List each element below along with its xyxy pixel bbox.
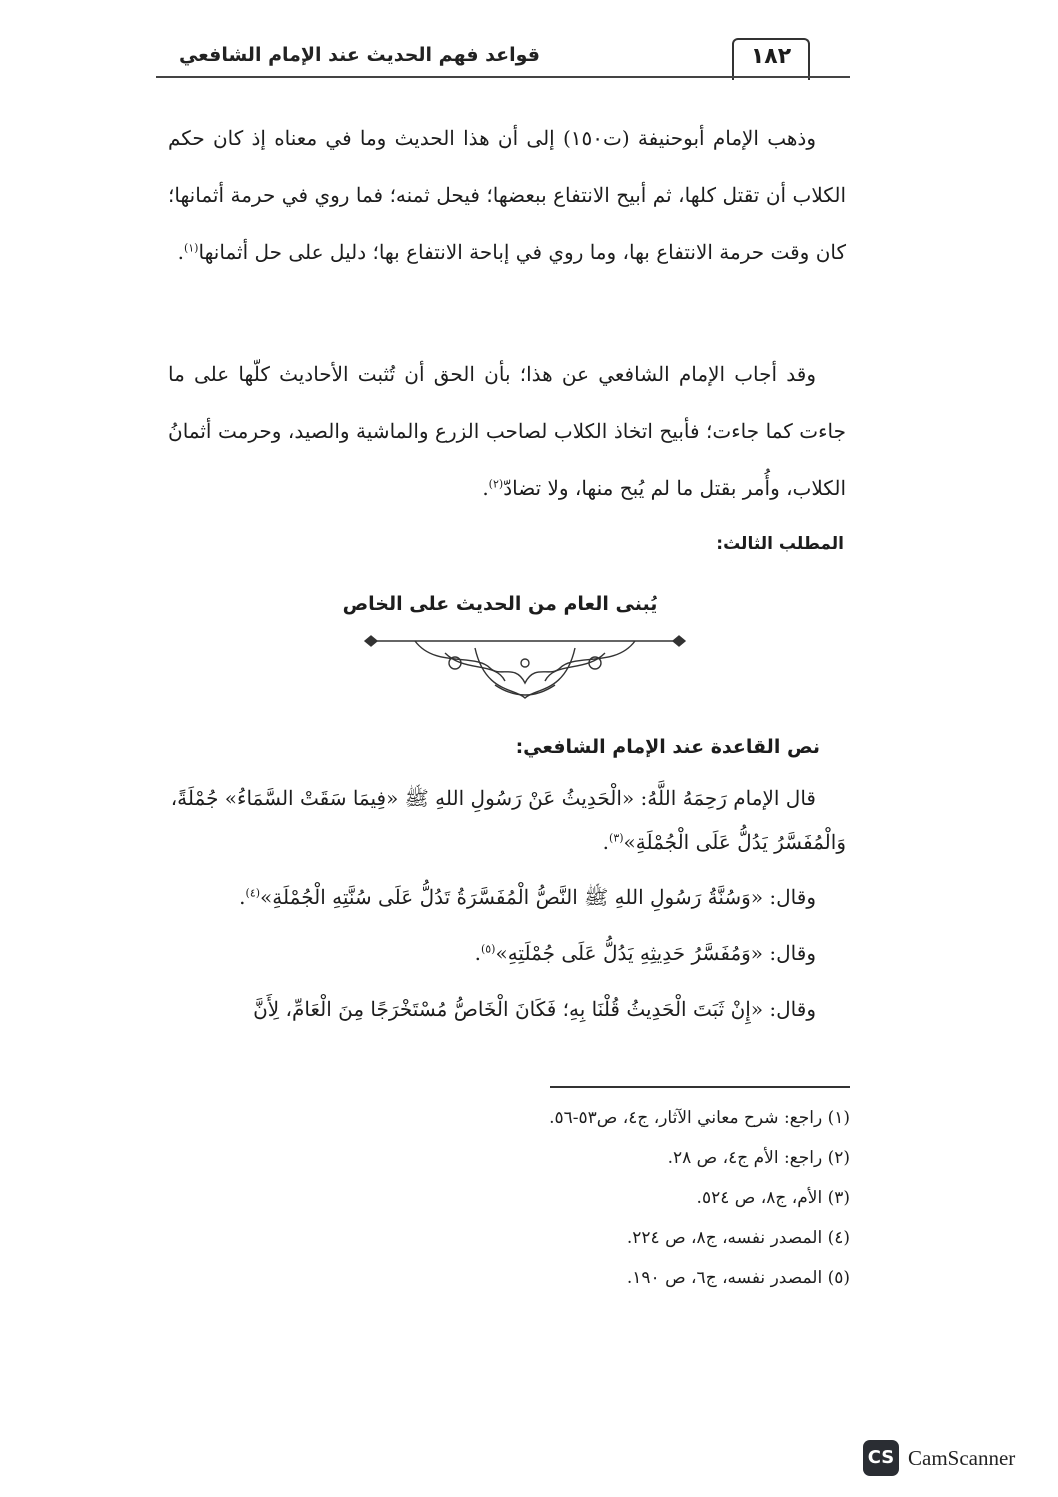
ornament-divider-icon: [355, 623, 695, 703]
footnote-ref: (١): [183, 241, 199, 255]
header-rule: [156, 76, 850, 78]
footnote-ref: (٤): [245, 886, 261, 900]
quote-tail: .: [239, 885, 246, 909]
footnote-ref: (٣): [609, 831, 624, 845]
paragraph-2: [168, 346, 846, 517]
quote-text: وقال: «إِنْ ثَبَتَ الْحَدِيثُ قُلْنَا بِهِ؛ فَكَانَ الْخَاصُّ مُسْتَخْرَجًا مِنَ الْعَامِّ، لِأَنَّ: [253, 997, 816, 1021]
footnote-rule: [550, 1086, 850, 1088]
quote-tail: .: [602, 830, 610, 854]
footnote-3: (٣) الأم، ج٨، ص ٥٢٤.: [696, 1188, 850, 1208]
quote-text: وقال: «وَسُنَّةُ رَسُولِ اللهِ ﷺ النَّصُّ الْمُفَسَّرَةُ تَدُلُّ عَلَى سُنَّتِهِ الْجُمْلَةِ»: [260, 885, 816, 909]
footnote-4: (٤) المصدر نفسه، ج٨، ص ٢٢٤.: [626, 1228, 850, 1248]
footnote-ref: (٥): [480, 942, 496, 956]
running-header: [150, 28, 850, 88]
paragraph-1: [168, 110, 846, 281]
quote-tail: .: [474, 941, 481, 965]
footnotes: [350, 1098, 850, 1298]
page-number: ١٨٢: [750, 44, 792, 69]
section-title: يُبنى العام من الحديث على الخاص: [342, 593, 658, 615]
rule-heading: نص القاعدة عند الإمام الشافعي:: [515, 736, 820, 758]
paragraph-text: وذهب الإمام أبوحنيفة (ت١٥٠) إلى أن هذا الحديث وما في معناه إذ كان حكم الكلاب أن تقتل كلها، ثم أبيح الانتفاع ببعضها؛ فيحل ثمنه؛ فما روي في حرمة أثمانها؛ كان وقت حرمة الانتفاع بها، وما روي في إباحة الانتفاع بها؛ دليل على حل أثمانها: [168, 126, 846, 264]
quote-text: وقال: «وَمُفَسَّرُ حَدِيثِهِ يَدُلُّ عَلَى جُمْلَتِهِ»: [495, 941, 816, 965]
quote-text: قال الإمام رَحِمَهُ اللَّهُ: «الْحَدِيثُ عَنْ رَسُولِ اللهِ ﷺ «فِيمَا سَقَتْ السَّمَاءُ» جُمْلَةً، وَالْمُفَسَّرُ يَدُلُّ عَلَى الْجُمْلَةِ»: [170, 786, 846, 854]
paragraph-tail: .: [177, 240, 184, 264]
book-page: [150, 28, 850, 1368]
header-title: قواعد فهم الحديث عند الإمام الشافعي: [178, 44, 540, 66]
camscanner-brand: CamScanner: [908, 1446, 1016, 1470]
footnote-1: (١) راجع: شرح معاني الآثار، ج٤، ص٥٣-٥٦.: [549, 1108, 850, 1128]
page-number-frame: [732, 38, 810, 80]
paragraph-text: وقد أجاب الإمام الشافعي عن هذا؛ بأن الحق أن تُثبت الأحاديث كلّها على ما جاءت كما جاءت؛ فأبيح اتخاذ الكلاب لصاحب الزرع والماشية والصيد، وحرمت أثمانُ الكلاب، وأُمر بقتل ما لم يُبح منها، ولا تضادّ: [168, 362, 846, 500]
quotes-block: [168, 776, 846, 1034]
footnote-2: (٢) راجع: الأم ج٤، ص ٢٨.: [667, 1148, 850, 1168]
camscanner-logo-icon: CS: [863, 1440, 899, 1476]
section-label: المطلب الثالث:: [716, 534, 844, 554]
footnote-5: (٥) المصدر نفسه، ج٦، ص ١٩٠.: [626, 1268, 850, 1288]
paragraph-tail: .: [482, 476, 489, 500]
footnote-ref: (٢): [488, 477, 504, 491]
